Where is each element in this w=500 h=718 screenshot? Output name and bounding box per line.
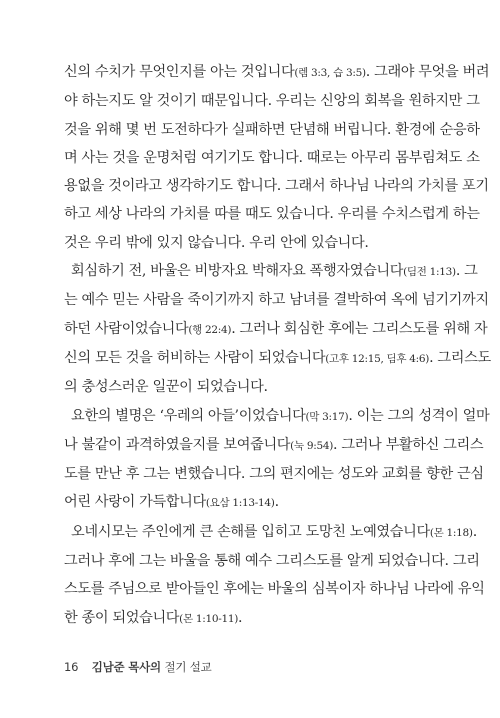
scripture-reference: (렘 3:3, 습 3:5) [294,67,366,79]
text-line [64,116,480,144]
page-number: 16 [64,660,79,674]
footer-book-title: 절기 설교 [164,660,212,674]
text-segment: 하던 사람이었습니다 [64,320,189,337]
page-footer [64,659,212,675]
text-line [64,518,477,547]
scripture-reference: (눅 9:54) [290,439,334,452]
text-line [64,286,489,314]
text-segment: . 그리스도 [429,349,491,366]
scripture-reference: (고후 12:15, 딤후 4:6) [325,352,430,365]
text-segment: . 그 [455,263,478,280]
text-segment: 회심하기 전, 바울은 비방자요 박해자요 폭행자였습니다 [71,263,404,280]
text-segment: 것은 우리 밖에 있지 않습니다. 우리 안에 있습니다. [64,234,369,251]
text-line [64,172,489,200]
text-segment: 도를 만난 후 그는 변했습니다. 그의 편지에는 성도와 교회를 향한 근심 [64,466,484,483]
text-segment: 신의 모든 것을 허비하는 사람이 되었습니다 [64,349,326,366]
text-line [64,58,490,87]
text-segment: . 이는 그의 성격이 얼마 [348,407,490,424]
text-segment: 요한의 별명은 ‘우레의 아들’이었습니다 [71,407,306,424]
text-segment: 야 하는지도 알 것이기 때문입니다. 우리는 신앙의 회복을 원하지만 그 [64,93,480,110]
text-line [64,575,485,603]
text-segment: . 그러나 회심한 후에는 그리스도를 위해 자 [231,320,488,337]
text-line [64,604,436,633]
text-segment: . [238,609,243,626]
text-line [64,373,436,401]
text-line [64,402,490,431]
paragraph [64,402,490,518]
text-line [64,460,484,488]
text-line [64,87,480,115]
text-line [64,200,480,228]
text-segment: 한 종이 되었습니다 [64,609,180,626]
scripture-reference: (막 3:17) [305,410,349,423]
footer-author: 김남준 목사의 [91,660,161,674]
text-segment: 나 불같이 과격하였을지를 보여줍니다 [64,436,291,453]
text-line [64,257,478,286]
text-segment: . 그래야 무엇을 버려 [365,64,490,80]
text-segment: 어린 사랑이 가득합니다 [64,494,206,511]
text-segment: . 그러나 부활하신 그리스 [333,436,484,453]
text-segment: 하고 세상 나라의 가치를 따를 때도 있습니다. 우리를 수치스럽게 하는 [64,206,480,223]
scripture-reference: (요삼 1:13-14) [205,497,275,510]
text-line [64,229,436,257]
scripture-reference: (딤전 1:13) [403,266,456,279]
text-segment: 스도를 주님으로 받아들인 후에는 바울의 심복이자 하나님 나라에 유익 [64,581,485,598]
text-segment: 며 사는 것을 운명처럼 여기기도 합니다. 때로는 아무리 몸부림쳐도 소 [64,149,480,166]
text-line [64,344,491,373]
text-segment: 용없을 것이라고 생각하기도 합니다. 그래서 하나님 나라의 가치를 포기 [64,178,489,195]
paragraph [64,58,490,257]
text-segment: 의 충성스러운 일꾼이 되었습니다. [64,379,268,396]
paragraph [64,518,485,633]
text-segment: 그러나 후에 그는 바울을 통해 예수 그리스도를 알게 되었습니다. 그리 [64,553,480,570]
text-line [64,315,488,344]
body-text [64,58,491,633]
scripture-reference: (행 22:4) [188,323,232,336]
text-line [64,431,484,460]
text-segment: . [274,494,279,511]
text-segment: 것을 위해 몇 번 도전하다가 실패하면 단념해 버립니다. 환경에 순응하 [64,121,480,138]
text-segment: 는 예수 믿는 사람을 죽이기까지 하고 남녀를 결박하여 옥에 넘기기까지 [64,292,489,309]
text-line [64,547,480,575]
scripture-reference: (몬 1:18) [429,526,473,539]
scripture-reference: (몬 1:10-11) [179,612,239,625]
text-segment: 오네시모는 주인에게 큰 손해를 입히고 도망친 노예였습니다 [71,523,430,540]
text-line [64,488,436,517]
text-line [64,144,480,172]
text-segment: . [472,523,477,540]
paragraph [64,257,491,401]
text-segment: 신의 수치가 무엇인지를 아는 것입니다 [64,64,295,80]
